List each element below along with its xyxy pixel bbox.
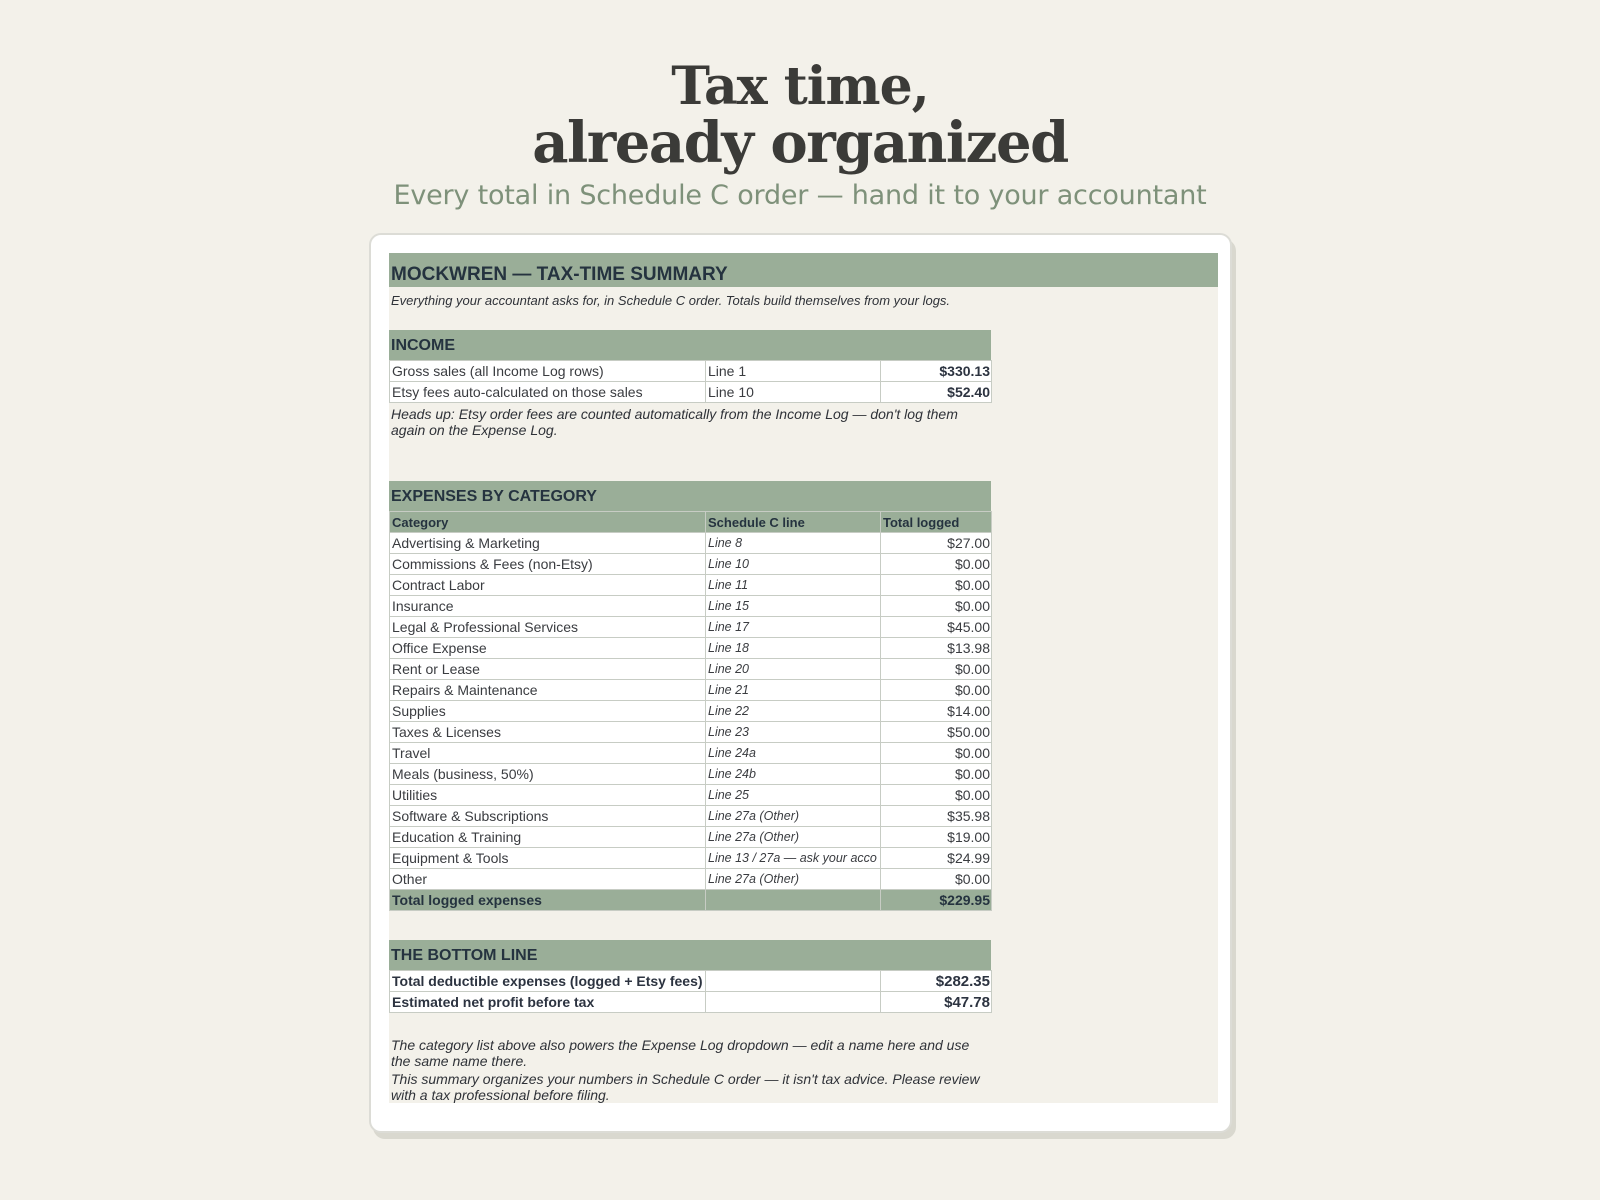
table-row (390, 722, 992, 743)
column-header-total: Total logged (881, 512, 992, 533)
expenses-table (389, 511, 992, 911)
expense-category-cell[interactable]: Advertising & Marketing (390, 533, 706, 554)
table-row (390, 992, 992, 1013)
expense-total-cell[interactable]: $0.00 (881, 764, 992, 785)
expenses-total-row (390, 890, 992, 911)
expense-line-cell[interactable]: Line 13 / 27a — ask your acco (706, 848, 881, 869)
table-row (390, 638, 992, 659)
income-amount-cell[interactable]: $330.13 (881, 361, 992, 382)
expense-category-cell[interactable]: Equipment & Tools (390, 848, 706, 869)
income-line-cell[interactable]: Line 10 (706, 382, 881, 403)
expense-category-cell[interactable]: Repairs & Maintenance (390, 680, 706, 701)
sheet-intro: Everything your accountant asks for, in Schedule C order. Totals build themselves from your logs. (391, 293, 951, 308)
bottom-label-cell[interactable]: Estimated net profit before tax (390, 992, 706, 1013)
expense-line-cell[interactable]: Line 27a (Other) (706, 806, 881, 827)
expense-category-cell[interactable]: Rent or Lease (390, 659, 706, 680)
expense-line-cell[interactable]: Line 10 (706, 554, 881, 575)
headline-line-2: already organized (532, 110, 1068, 176)
tax-summary-sheet (389, 253, 1218, 1103)
expense-total-cell[interactable]: $27.00 (881, 533, 992, 554)
expense-total-cell[interactable]: $0.00 (881, 743, 992, 764)
table-row (390, 617, 992, 638)
income-amount-cell[interactable]: $52.40 (881, 382, 992, 403)
expense-total-cell[interactable]: $19.00 (881, 827, 992, 848)
expense-line-cell[interactable]: Line 17 (706, 617, 881, 638)
table-row (390, 680, 992, 701)
table-row (390, 869, 992, 890)
expense-total-cell[interactable]: $35.98 (881, 806, 992, 827)
expense-line-cell[interactable]: Line 24a (706, 743, 881, 764)
income-note: Heads up: Etsy order fees are counted automatically from the Income Log — don't log them again on the Expense Log. (391, 406, 958, 438)
income-table (389, 360, 992, 403)
expense-category-cell[interactable]: Utilities (390, 785, 706, 806)
expenses-header-row (390, 512, 992, 533)
column-header-schedule-line: Schedule C line (706, 512, 881, 533)
page-subtitle: Every total in Schedule C order — hand it to your accountant (393, 180, 1207, 211)
expense-category-cell[interactable]: Supplies (390, 701, 706, 722)
income-label-cell[interactable]: Etsy fees auto-calculated on those sales (390, 382, 706, 403)
expense-line-cell[interactable]: Line 11 (706, 575, 881, 596)
expense-total-cell[interactable]: $50.00 (881, 722, 992, 743)
table-row (390, 361, 992, 382)
bottom-line-table (389, 970, 992, 1013)
expense-line-cell[interactable]: Line 8 (706, 533, 881, 554)
column-header-category: Category (390, 512, 706, 533)
expense-line-cell[interactable]: Line 20 (706, 659, 881, 680)
table-row (390, 848, 992, 869)
expense-total-cell[interactable]: $14.00 (881, 701, 992, 722)
expenses-section-heading: EXPENSES BY CATEGORY (389, 481, 991, 512)
expense-line-cell[interactable]: Line 23 (706, 722, 881, 743)
expense-category-cell[interactable]: Taxes & Licenses (390, 722, 706, 743)
expense-total-cell[interactable]: $13.98 (881, 638, 992, 659)
expense-category-cell[interactable]: Software & Subscriptions (390, 806, 706, 827)
page-headline (0, 56, 1600, 176)
footnote-category-list: The category list above also powers the Expense Log dropdown — edit a name here and use the same name there. (391, 1037, 970, 1069)
table-row (390, 785, 992, 806)
expense-total-cell[interactable]: $0.00 (881, 659, 992, 680)
bottom-label-cell[interactable]: Total deductible expenses (logged + Etsy fees) (390, 971, 706, 992)
bottom-amount-cell[interactable]: $282.35 (881, 971, 992, 992)
expense-line-cell[interactable]: Line 21 (706, 680, 881, 701)
table-row (390, 764, 992, 785)
bottom-empty-cell[interactable] (706, 992, 881, 1013)
income-label-cell[interactable]: Gross sales (all Income Log rows) (390, 361, 706, 382)
expenses-total-empty-cell[interactable] (706, 890, 881, 911)
headline-line-1: Tax time, (671, 56, 929, 117)
expense-total-cell[interactable]: $0.00 (881, 680, 992, 701)
table-row (390, 827, 992, 848)
income-section-heading: INCOME (389, 330, 991, 361)
expense-line-cell[interactable]: Line 27a (Other) (706, 827, 881, 848)
bottom-amount-cell[interactable]: $47.78 (881, 992, 992, 1013)
expense-category-cell[interactable]: Meals (business, 50%) (390, 764, 706, 785)
table-row (390, 533, 992, 554)
footnote-disclaimer: This summary organizes your numbers in Schedule C order — it isn't tax advice. Please review with a tax professional before filing. (391, 1071, 980, 1103)
expense-total-cell[interactable]: $0.00 (881, 596, 992, 617)
expense-total-cell[interactable]: $0.00 (881, 785, 992, 806)
table-row (390, 659, 992, 680)
expense-line-cell[interactable]: Line 24b (706, 764, 881, 785)
expense-category-cell[interactable]: Legal & Professional Services (390, 617, 706, 638)
table-row (390, 806, 992, 827)
table-row (390, 596, 992, 617)
bottom-empty-cell[interactable] (706, 971, 881, 992)
expense-line-cell[interactable]: Line 18 (706, 638, 881, 659)
expense-line-cell[interactable]: Line 25 (706, 785, 881, 806)
income-line-cell[interactable]: Line 1 (706, 361, 881, 382)
expense-category-cell[interactable]: Education & Training (390, 827, 706, 848)
table-row (390, 701, 992, 722)
table-row (390, 575, 992, 596)
expense-line-cell[interactable]: Line 22 (706, 701, 881, 722)
expense-line-cell[interactable]: Line 27a (Other) (706, 869, 881, 890)
expense-total-cell[interactable]: $0.00 (881, 575, 992, 596)
expense-category-cell[interactable]: Commissions & Fees (non-Etsy) (390, 554, 706, 575)
table-row (390, 743, 992, 764)
expense-total-cell[interactable]: $0.00 (881, 869, 992, 890)
table-row (390, 382, 992, 403)
table-row (390, 971, 992, 992)
expense-category-cell[interactable]: Office Expense (390, 638, 706, 659)
expense-category-cell[interactable]: Other (390, 869, 706, 890)
expense-total-cell[interactable]: $45.00 (881, 617, 992, 638)
expense-category-cell[interactable]: Contract Labor (390, 575, 706, 596)
bottom-line-section-heading: THE BOTTOM LINE (389, 940, 991, 971)
sheet-title: MOCKWREN — TAX-TIME SUMMARY (389, 253, 1218, 287)
expense-total-cell[interactable]: $0.00 (881, 554, 992, 575)
expense-category-cell[interactable]: Travel (390, 743, 706, 764)
expenses-total-label[interactable]: Total logged expenses (390, 890, 706, 911)
expense-line-cell[interactable]: Line 15 (706, 596, 881, 617)
expense-category-cell[interactable]: Insurance (390, 596, 706, 617)
table-row (390, 554, 992, 575)
expense-total-cell[interactable]: $24.99 (881, 848, 992, 869)
expenses-total-value[interactable]: $229.95 (881, 890, 992, 911)
